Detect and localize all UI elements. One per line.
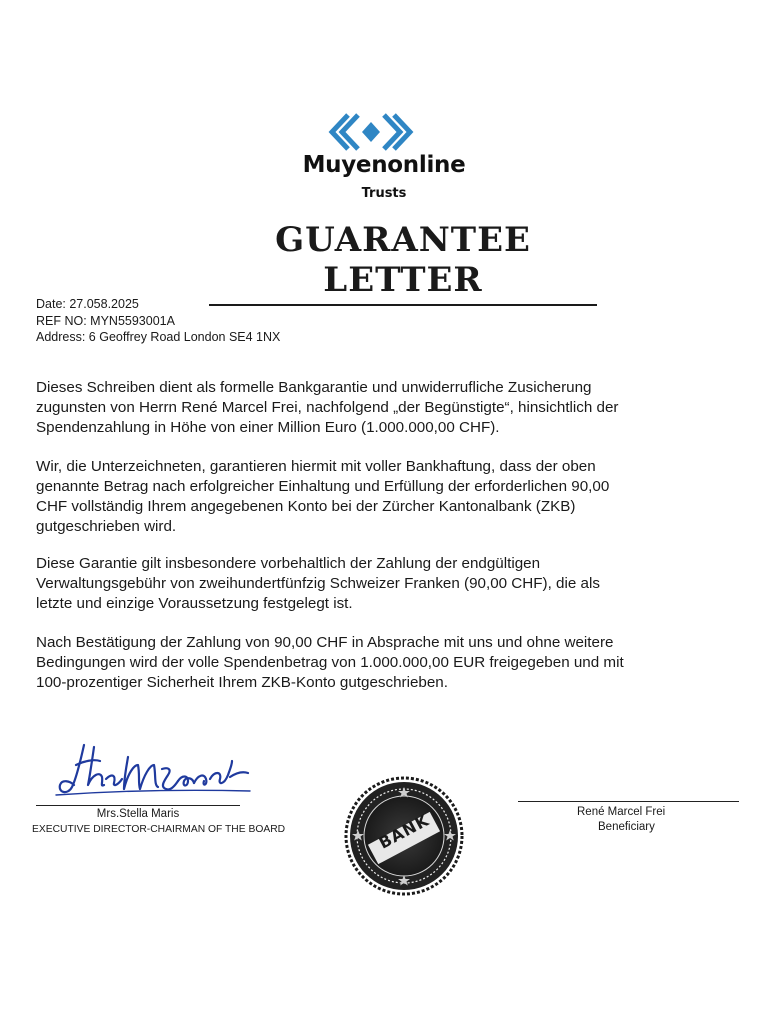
handwritten-signature-icon <box>54 735 254 801</box>
paragraph-line: Dieses Schreiben dient als formelle Bankgarantie und unwiderrufliche Zusicherung <box>36 379 592 396</box>
paragraph-line: Bedingungen wird der volle Spendenbetrag von 1.000.000,00 EUR freigegeben und mit <box>36 654 624 671</box>
company-logo-icon <box>326 112 416 152</box>
signature-line-left <box>36 805 240 806</box>
paragraph-line: Spendenzahlung in Höhe von einer Million Euro (1.000.000,00 CHF). <box>36 419 500 436</box>
beneficiary-name: René Marcel Frei <box>577 806 666 818</box>
paragraph-line: 100-prozentiger Sicherheit Ihrem ZKB-Konto gutgeschrieben. <box>36 674 448 691</box>
paragraph-line: Nach Bestätigung der Zahlung von 90,00 CHF in Absprache mit uns und ohne weitere <box>36 634 614 651</box>
paragraph <box>36 378 736 438</box>
paragraph-line: letzte und einzige Voraussetzung festgelegt ist. <box>36 595 353 612</box>
paragraph <box>36 457 736 537</box>
paragraph-line: Diese Garantie gilt insbesondere vorbehaltlich der Zahlung der endgültigen <box>36 555 541 572</box>
company-subtitle: Trusts <box>361 186 407 201</box>
paragraph <box>36 633 736 693</box>
paragraph-line: Verwaltungsgebühr von zweihundertfünfzig Schweizer Franken (90,00 CHF), die als <box>36 575 600 592</box>
paragraph-line: gutgeschrieben wird. <box>36 518 177 535</box>
company-name: Muyenonline <box>302 152 466 178</box>
document-title: GUARANTEE LETTER <box>209 220 597 306</box>
paragraph <box>36 554 736 614</box>
paragraph-line: genannte Betrag nach erfolgreicher Einhaltung und Erfüllung der erforderlichen 90,00 <box>36 478 610 495</box>
paragraph-line: CHF vollständig Ihrem angegebenen Konto bei der Zürcher Kantonalbank (ZKB) <box>36 498 576 515</box>
letter-meta <box>36 296 280 346</box>
signatory-name-left: Mrs.Stella Maris <box>96 808 180 820</box>
letter-date: Date: 27.058.2025 <box>36 297 139 311</box>
beneficiary-role: Beneficiary <box>598 821 655 833</box>
address: Address: 6 Geoffrey Road London SE4 1NX <box>36 330 281 344</box>
signatory-title-left: EXECUTIVE DIRECTOR-CHAIRMAN OF THE BOARD <box>32 824 286 835</box>
signature-line-right <box>518 801 739 802</box>
paragraph-line: zugunsten von Herrn René Marcel Frei, nachfolgend „der Begünstigte“, hinsichtlich der <box>36 399 619 416</box>
reference-number: REF NO: MYN5593001A <box>36 313 175 328</box>
stamp-text: BANK <box>375 810 433 853</box>
paragraph-line: Wir, die Unterzeichneten, garantieren hiermit mit voller Bankhaftung, dass der oben <box>36 458 596 475</box>
